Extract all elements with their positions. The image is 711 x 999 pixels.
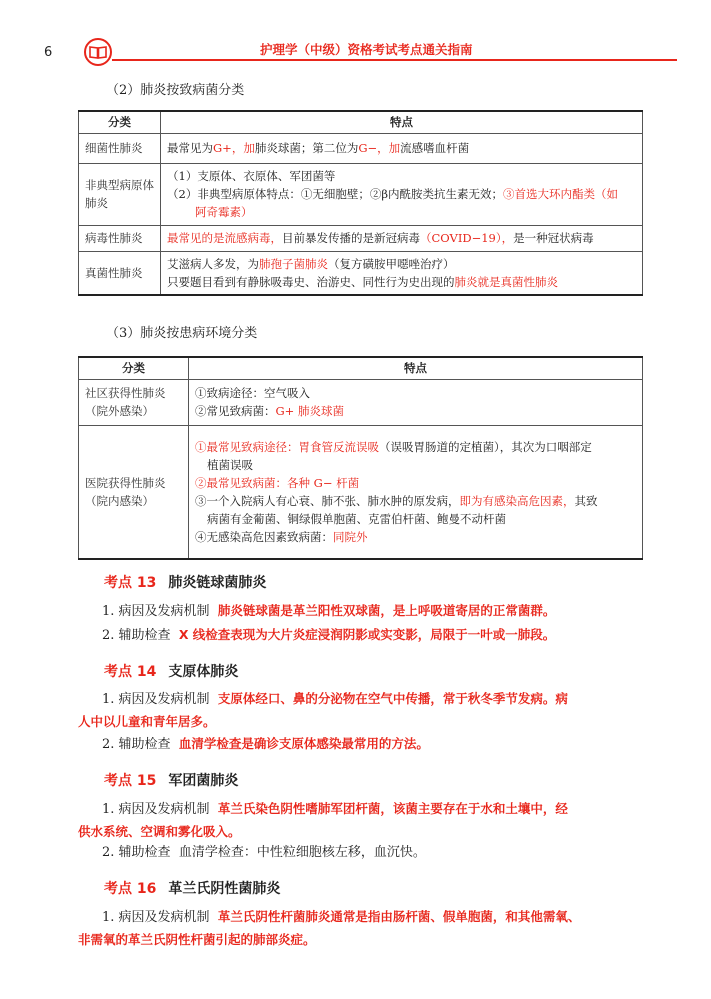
table-row <box>79 163 643 225</box>
kd14-item2: 2. 辅助检查 血清学检查是确诊支原体感染最常用的方法。 <box>102 736 429 752</box>
environment-table <box>78 356 643 560</box>
table-header-category: 分类 <box>79 357 189 379</box>
kd14-heading: 考点 14 支原体肺炎 <box>104 664 239 680</box>
kd13-item2: 2. 辅助检查 X 线检查表现为大片炎症浸润阴影或实变影，局限于一叶或一肺段。 <box>102 627 556 643</box>
row-category: 真菌性肺炎 <box>79 251 161 295</box>
section-2-title: （2）肺炎按致病菌分类 <box>106 83 245 98</box>
table-header-feature: 特点 <box>189 357 643 379</box>
page-number: 6 <box>44 45 53 60</box>
kd16-heading: 考点 16 革兰氏阴性菌肺炎 <box>104 881 281 897</box>
row-feature: （1）支原体、衣原体、军团菌等 （2）非典型病原体特点：①无细胞壁；②β内酰胺类抗生素无效；③首选大环内酯类（如 阿奇霉素） <box>161 163 643 225</box>
row-category: 非典型病原体肺炎 <box>79 163 161 225</box>
table-row <box>79 133 643 163</box>
kd14-item1: 1. 病因及发病机制 支原体经口、鼻的分泌物在空气中传播，常于秋冬季节发病。病 人中以儿童和青年居多。 <box>78 691 568 729</box>
header-rule <box>112 59 677 61</box>
row-feature: ①最常见致病途径：胃食管反流误吸（误吸胃肠道的定植菌），其次为口咽部定 植菌误吸 ②最常见致病菌：各种 G− 杆菌 ③一个入院病人有心衰、肺不张、肺水肿的原发病，即为有感染高危因素，其致 病菌有金葡菌、铜绿假单胞菌、克雷伯杆菌、鲍曼不动杆菌 ④无感染高危因素致病菌：同院外 <box>189 425 643 559</box>
kd15-heading: 考点 15 军团菌肺炎 <box>104 773 239 789</box>
table-header-category: 分类 <box>79 111 161 133</box>
row-feature: 艾滋病人多发，为肺孢子菌肺炎（复方磺胺甲噁唑治疗） 只要题目看到有静脉吸毒史、治游史、同性行为史出现的肺炎就是真菌性肺炎 <box>161 251 643 295</box>
kd13-heading: 考点 13 肺炎链球菌肺炎 <box>104 575 267 591</box>
table-header-feature: 特点 <box>161 111 643 133</box>
table-row <box>79 225 643 251</box>
row-feature: 最常见为G+，加肺炎球菌；第二位为G−，加流感嗜血杆菌 <box>161 133 643 163</box>
kd16-item1: 1. 病因及发病机制 革兰氏阴性杆菌肺炎通常是指由肠杆菌、假单胞菌，和其他需氧、 非需氧的革兰氏阴性杆菌引起的肺部炎症。 <box>78 909 581 947</box>
row-feature: 最常见的是流感病毒，目前暴发传播的是新冠病毒（COVID−19），是一种冠状病毒 <box>161 225 643 251</box>
row-category: 社区获得性肺炎 （院外感染） <box>79 379 189 425</box>
row-category: 病毒性肺炎 <box>79 225 161 251</box>
book-icon <box>84 38 112 66</box>
header-title: 护理学（中级）资格考试考点通关指南 <box>260 42 473 57</box>
section-3-title: （3）肺炎按患病环境分类 <box>106 326 258 341</box>
kd15-item2: 2. 辅助检查 血清学检查：中性粒细胞核左移，血沉快。 <box>102 845 426 860</box>
table-row <box>79 379 643 425</box>
kd13-item1: 1. 病因及发病机制 肺炎链球菌是革兰阳性双球菌，是上呼吸道寄居的正常菌群。 <box>102 603 556 619</box>
row-category: 细菌性肺炎 <box>79 133 161 163</box>
row-feature: ①致病途径：空气吸入 ②常见致病菌：G+ 肺炎球菌 <box>189 379 643 425</box>
table-row <box>79 251 643 295</box>
pathogen-table <box>78 110 643 296</box>
table-row <box>79 425 643 559</box>
row-category: 医院获得性肺炎 （院内感染） <box>79 425 189 559</box>
kd15-item1: 1. 病因及发病机制 革兰氏染色阴性嗜肺军团杆菌，该菌主要存在于水和土壤中，经 供水系统、空调和雾化吸入。 <box>78 801 568 839</box>
